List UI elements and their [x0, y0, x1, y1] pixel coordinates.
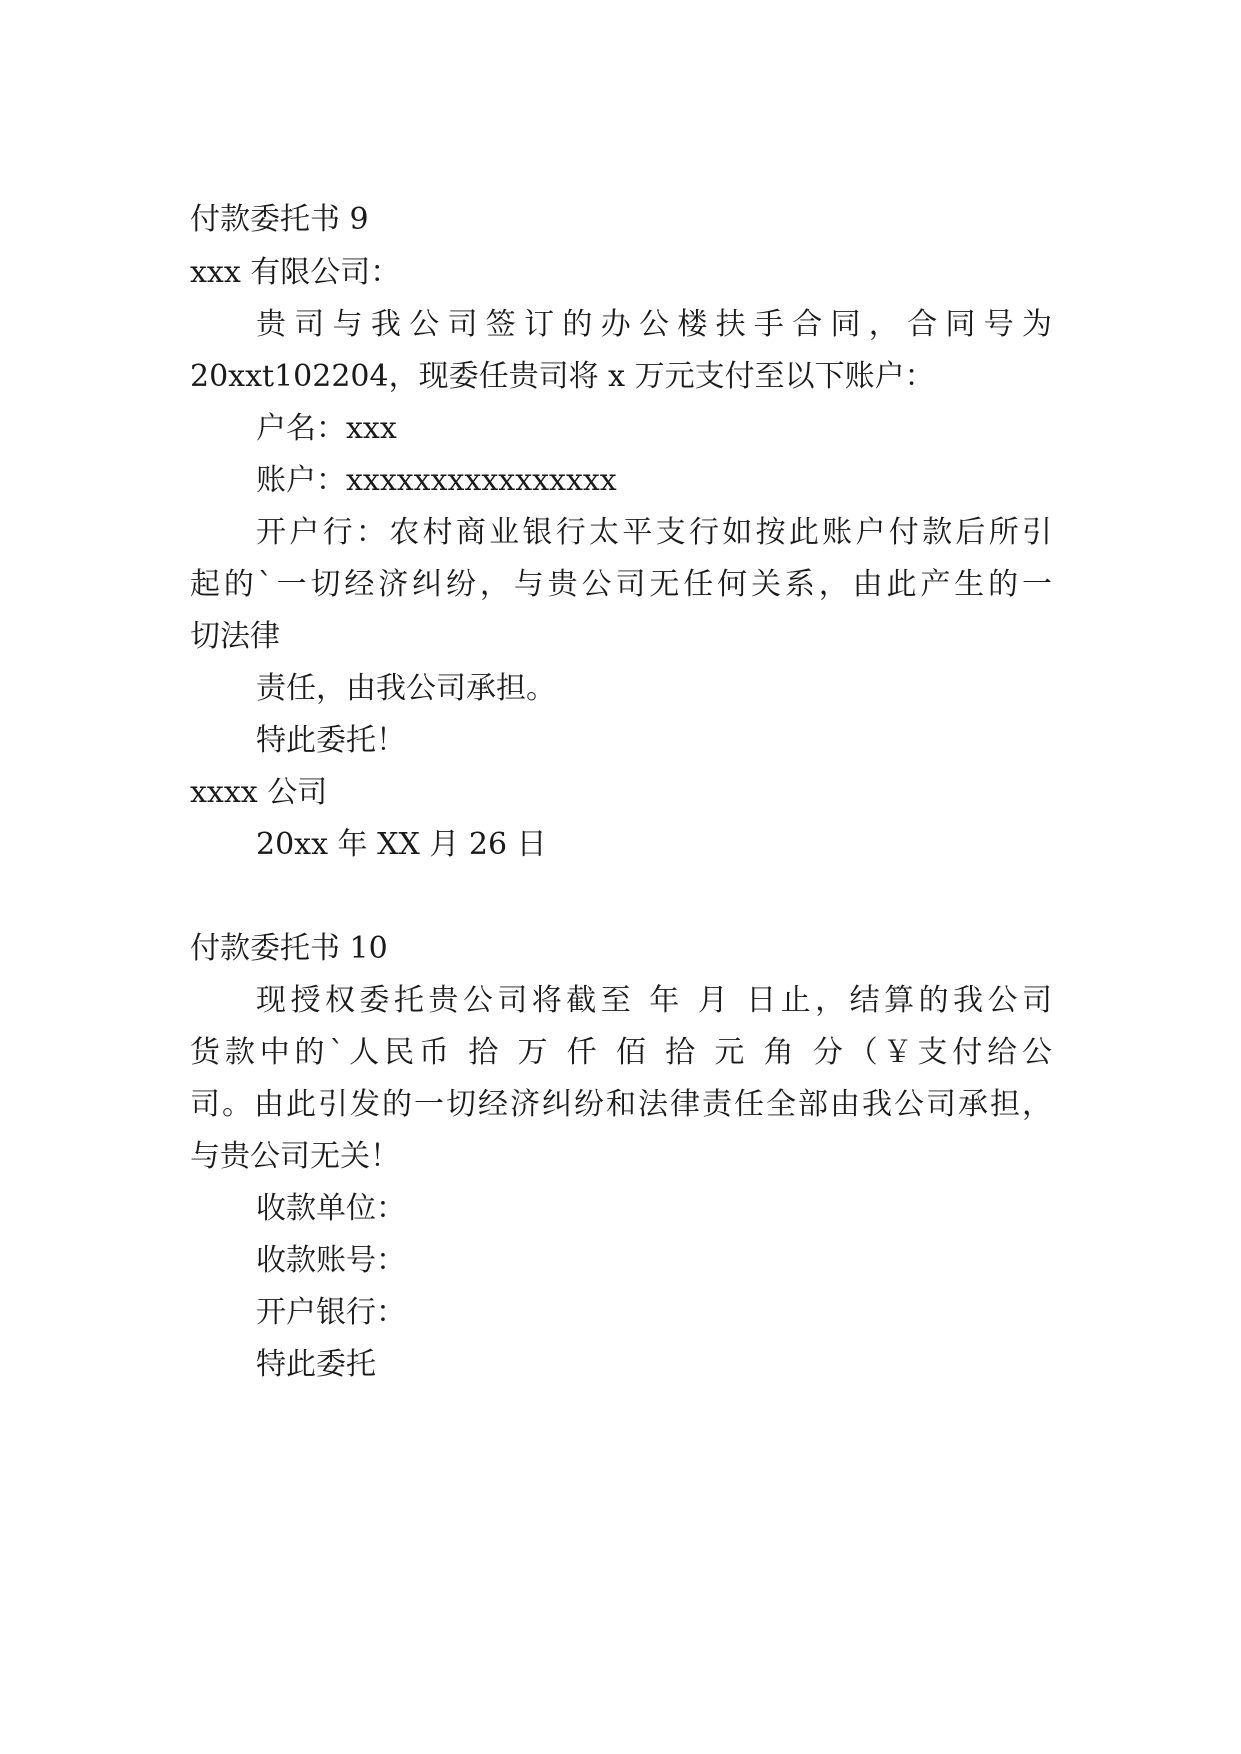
auth-line-1: 现授权委托贵公司将截至 年 月 日止，结算的我公司 — [256, 983, 1052, 1018]
auth-line-2: 货款中的`人民币 拾 万 仟 佰 拾 元 角 分（￥支付给公 — [190, 1035, 1052, 1070]
auth-line-4: 与贵公司无关！ — [190, 1139, 400, 1174]
signature-date: 20xx 年 XX 月 26 日 — [256, 827, 547, 862]
closing-line-10: 特此委托 — [256, 1347, 376, 1382]
bank-line-3: 切法律 — [190, 619, 280, 654]
responsibility-line: 责任，由我公司承担。 — [256, 671, 556, 706]
section-9-title: 付款委托书 9 — [190, 202, 369, 237]
bank-line-2: 起的`一切经济纠纷，与贵公司无任何关系，由此产生的一 — [190, 567, 1052, 602]
body-line-1: 贵司与我公司签订的办公楼扶手合同，合同号为 — [256, 307, 1052, 342]
payee-account: 收款账号： — [256, 1243, 406, 1278]
account-number: 账户：xxxxxxxxxxxxxxxx — [256, 463, 617, 498]
account-name: 户名：xxx — [256, 411, 397, 446]
payee-bank: 开户银行： — [256, 1295, 406, 1330]
bank-line-1: 开户行：农村商业银行太平支行如按此账户付款后所引 — [256, 515, 1052, 550]
addressee: xxx 有限公司： — [190, 255, 401, 290]
body-line-2: 20xxt102204，现委任贵司将 x 万元支付至以下账户： — [190, 359, 935, 394]
section-10-title: 付款委托书 10 — [190, 931, 388, 966]
payee-unit: 收款单位： — [256, 1191, 406, 1226]
auth-line-3: 司。由此引发的一切经济纠纷和法律责任全部由我公司承担， — [190, 1087, 1052, 1122]
closing-line: 特此委托！ — [256, 723, 406, 758]
signature-company: xxxx 公司 — [190, 775, 328, 810]
